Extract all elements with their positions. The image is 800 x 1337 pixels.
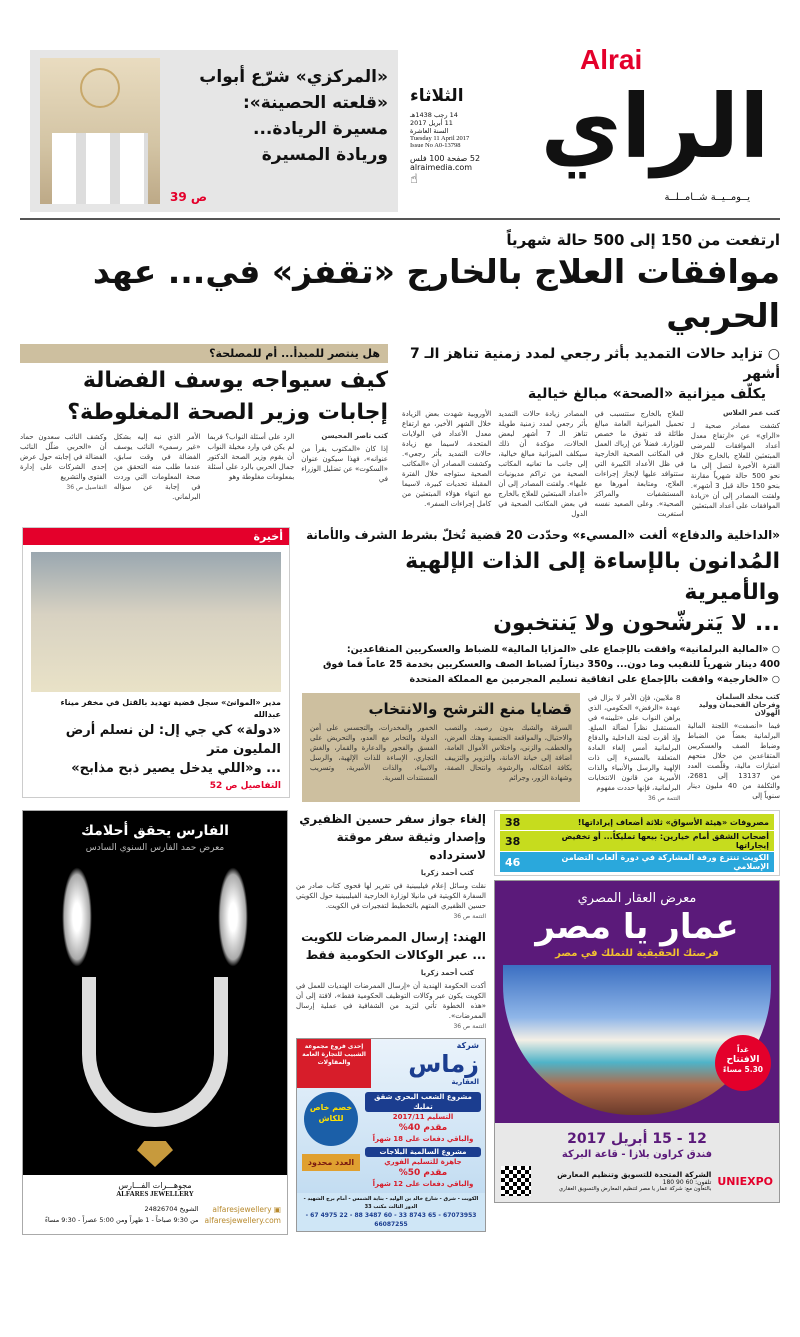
elections-bullets [302, 642, 780, 687]
byline: كتب ناصر المحيسن [321, 432, 388, 440]
instagram-link[interactable]: ▣ alfaresjewellery [212, 1205, 281, 1214]
article-column: الأمر الذي نبه إليه بشكل «غير رسمي» النائب يوسف الفضالة في وقت سابق، عندما طلب منه التحقق من صحة المعلومات التي وردت في إجابة عن سؤاله البرلماني. [113, 433, 201, 501]
elections-headline[interactable]: المُدانون بالإساءة إلى الذات الإلهية والأميرية ... لا يَترشّحون ولا يَنتخبون [405, 549, 780, 636]
last-page-kicker: مدير «الموانئ» سجل قضية تهديد بالقتل في مخفر ميناء عبدالله [60, 698, 281, 719]
byline: كتب أحمد زكريا [420, 969, 474, 977]
byline: كتب عمر العلاس [723, 409, 780, 417]
installments-1: والباقي دفعات على 18 شهراً [372, 1135, 474, 1143]
expo-partner: بالتعاون مع: شركة عمار يا مصر لتنظيم المعارض والتسويق العقاري [558, 1186, 712, 1192]
expo-ad[interactable] [494, 880, 780, 1203]
teaser-box[interactable] [30, 50, 398, 212]
gregorian-date: 11 أبريل 2017 [410, 119, 453, 127]
elections-kicker: «الداخلية والدفاع» ألغت «المسيء» وحدّدت 20 قضية تُخلّ بشرط الشرف والأمانة [306, 528, 780, 542]
brand-ar: مجوهـــرات الفـــارس [118, 1181, 192, 1190]
opinion-story [20, 344, 388, 502]
day-name: الثلاثاء [410, 86, 464, 106]
opening-badge: غداً الافتتاح 5.30 مساءً [715, 1035, 771, 1091]
jewellery-ad[interactable] [22, 810, 288, 1235]
article-column: الخمور والمخدرات، والتجسس على أمن الدولة والتخابر مع العدو، والتحريض على الفسق والفجور والدعارة والقمار، والغش التجاري، الإساءة للذات الإلهية، والرسل والانبياء، والذات الأميرية، وتسريب المستندات السرية. [310, 724, 438, 782]
index-item[interactable]: مصروفات «هيئة الأسواق» ثلاثة أضعاف إيراداتها! 38 [500, 814, 774, 830]
address: الكويت - شرق - شارع خالد بن الوليد - بناية الشمس - أمام برج الشهيد - الدور الثالث مكتب 33 [303, 1196, 479, 1210]
pointer-hand-icon: ☝ [410, 172, 418, 187]
teaser-page-ref: ص 39 [170, 190, 208, 204]
health-headline[interactable]: ○ تزايد حالات التمديد بأثر رجعي لمدد زمنية تناهز الـ 7 أشهر يكلّف ميزانية «الصحة» مبالغ خيالية [410, 346, 780, 402]
diamond-logo-icon [137, 1141, 173, 1167]
details-link[interactable]: التفاصيل ص 52 [209, 781, 281, 791]
expo-slogan: فرصتك الحقيقية للتملك في مصر [555, 948, 719, 959]
elections-story [302, 527, 780, 802]
opening-hours: من 9:30 صباحاً - 1 ظهراً ومن 5:00 عصراً - 9:30 مساءً [44, 1216, 199, 1224]
passport-headline[interactable]: إلغاء جواز سفر حسين الظفيري وإصدار وثيقة سفر موقتة لاسترداده [299, 812, 486, 862]
continued-link[interactable]: التتمة ص 36 [647, 795, 681, 802]
down-payment-1: مقدم 40% [398, 1123, 448, 1133]
passport-story [296, 810, 486, 920]
cash-discount-badge: خصم خاص للكاش [304, 1092, 358, 1146]
date-en: Tuesday 11 April 2017 [410, 135, 470, 142]
hijri-date: 14 رجب 1438هـ [410, 111, 458, 119]
uniexpo-logo: UNIEXPO [717, 1174, 773, 1188]
down-payment-2: مقدم 50% [398, 1168, 448, 1178]
expo-phone: تلفون: 60 90 180 [662, 1179, 712, 1186]
teaser-headline: «المركزي» شرّع أبواب «قلعته الحصينة»: مسيرة الريادة... وريادة المسيرة [199, 67, 388, 165]
article-column: للعلاج بالخارج ستتسبب في تحميل الميزانية العامة مبالغ طائلة قد تفوق ما خصص للوزارة. فضلاً عن إرباك العمل في المكاتب الصحية الخارجية في ظل الأعداد الكبيرة التي ستتوافد عليها لإنجاز إجراءات العلاج، ومتابعة أمورها مع المستشفيات والمراكز الصحية». وعلى الصعيد نفسه استغربت [594, 410, 684, 518]
article-body: نقلت وسائل إعلام فيليبينية في تقرير لها فحوى كتاب صادر من السفارة الكويتية في مانيلا لوزارة الخارجية الفيليبينية حول الكويتي حسين الظفيري المتهم بالتخطيط لتفجيرات في الكويت. [296, 882, 486, 910]
company-label: شركة [456, 1041, 479, 1050]
article-body: أكدت الحكومة الهندية أن «إرسال الممرضات الهنديات للعمل في الكويت يكون عبر وكالات التوظيف الحكومية فقط»، لافتة إلى أن «هذه الخطوة تأتي لتزيد من الشفافية في عملية إرسال الممرضات». [296, 982, 486, 1020]
header [20, 38, 780, 218]
date-block [410, 86, 520, 187]
bullet-item: 400 دينار شهرياً للنقيب وما دون... و350 ديناراً لضباط الصف والعسكريين بخدمة 25 عاماً فما فوق [322, 659, 780, 670]
masthead [410, 38, 780, 214]
lead-headline[interactable]: موافقات العلاج بالخارج «تقفز» في... عهد الحربي [92, 252, 780, 335]
group-label: إحدى فروع مجموعة الشبيب للتجارة العامة والمقاولات [297, 1039, 371, 1088]
project-2: مشروع السالمية البلاجات [365, 1147, 481, 1157]
front-page [20, 38, 780, 1235]
qr-code-icon [501, 1166, 531, 1196]
bullet-item: ○ «المالية البرلمانية» وافقت بالإجماع على «المزايا المالية» للضباط والعسكريين المتقاعدين: [346, 644, 780, 655]
limited-badge: العدد محدود [302, 1154, 360, 1171]
opinion-banner: هل ينتصر للمبدأ... أم للمصلحة؟ [20, 344, 388, 363]
article-column: المصادر زيادة حالات التمديد بأثر رجعي لمدد زمنية طويلة تناهز الـ 7 أشهر لبعض الحالات، مؤكدة أن ذلك سيكلف الميزانية مبالغ خيالية، إلى جانب ما تعانيه المكاتب الصحية من تراكم مديونيات عليها». ولفتت المصادر إلى أن «أعداد المبتعثين للعلاج بالخارج في بعض المكاتب الصحية في الدول [498, 410, 588, 518]
nurses-headline[interactable]: الهند: إرسال الممرضات للكويت ... عبر الوكالات الحكومية فقط [301, 930, 486, 962]
continued-link[interactable]: التتمة ص 36 [453, 913, 486, 920]
ad-subtitle: معرض حمد الفارس السنوي السادس [85, 843, 225, 853]
article-column: 8 ملايين، فإن الأمر لا يزال في عهدة «الرفض» الحكومي، الذي يراهن النواب على «تليينه» في المستقبل نظراً لضآلة المبلغ. وإذ أقرت لجنة الداخلية والدفاع البرلمانية أمس إلغاء المادة المتعلقة بالمسيء إلى ذات الإلهية والرسل والأنبياء والذات الأميرية من قانون الانتخابات البرلمانية، فإنها حددت مفهوم [588, 694, 681, 792]
bullet-item: ○ «الخارجية» وافقت بالإجماع على اتفاقية تسليم المجرمين مع المملكة المتحدة [409, 674, 780, 685]
expo-dates: 12 - 15 أبريل 2017 [567, 1131, 707, 1147]
company-name: زماس [408, 1050, 479, 1078]
project-1: مشروع الشعب البحري شقق تمليك [365, 1092, 481, 1112]
pages-price: 52 صفحة 100 فلس [410, 154, 481, 163]
nurses-story [296, 928, 486, 1030]
article-column: إذا كان «المكتوب يقرأ من عنوانه»، فهذا سيكون عنوان «السكوت» عن تضليل الوزراء في [301, 445, 388, 483]
phones: 67073953 - 65 8743 33 - 60 3487 88 - 22 4975 67 - 66087255 [305, 1212, 477, 1228]
section-label: أخيرة [23, 528, 289, 545]
article-column: وكشف النائب سعدون حماد أن «الحربي ضلّل النائب الفضالة في إجابته حول عرض إحدى الشركات على إدارة الفتوى والتشريع [20, 433, 107, 481]
expo-organizer: الشركة المتحدة للتسويق وتنظيم المعارض [557, 1170, 712, 1179]
opinion-headline[interactable]: كيف سيواجه يوسف الفضالة إجابات وزير الصحة المغلوطة؟ [67, 368, 388, 425]
expo-header: معرض العقار المصري [577, 891, 697, 906]
row-elections [20, 527, 780, 802]
brand-en: ALFARES JEWELLERY [116, 1190, 194, 1198]
article-column: السرقة والشيك بدون رصيد، والنصب والاحتيال، والمواقعة الجنسية وهتك العرض، والخطف، والزنى، واختلاس الأموال العامة، اضافة إلى خيانة الامانة، والتزوير والتزييف بكافة اشكاله، والرشوة، وانتحال الصفة، وشهادة الزور، وجرائم [444, 724, 572, 782]
delivery-date: التسليم 2017/11 [392, 1113, 454, 1121]
company-sub: العقارية [451, 1078, 479, 1086]
lead [20, 220, 780, 344]
elections-columns [588, 693, 780, 802]
last-page-headline: «دولة» كي جي إل: لن نسلم أرض المليون متر ... و«اللي يدخل يصير ذبح مذابح» [65, 723, 281, 776]
continued-link[interactable]: التفاصيل ص 36 [66, 484, 107, 491]
index-item[interactable]: أصحاب الشقق أمام خيارين: بيعها تمليكاً... أو تخفيض إيجاراتها 38 [500, 831, 774, 851]
row-top-stories [20, 344, 780, 519]
last-page-box[interactable] [22, 527, 290, 798]
lead-kicker: ارتفعت من 150 إلى 500 حالة شهرياً [506, 231, 780, 249]
ad-title: الفارس يحقق أحلامك [81, 823, 229, 839]
teaser-photo [40, 58, 160, 204]
necklace-image [62, 867, 248, 1127]
last-page-photo [31, 552, 281, 692]
zmas-ad[interactable] [296, 1038, 486, 1232]
crimes-title: قضايا منع الترشح والانتخاب [368, 700, 572, 718]
logo-latin: Alrai [580, 44, 643, 75]
article-column: الرد على أسئلة النواب؟ فربما لم يكن في وارد مخيلة النواب أن يقوم وزير الصحة الدكتور جمال الحربي بالرد على أسئلة بمعلومات مغلوطة وهو [207, 433, 295, 481]
article-column: كشفت مصادر صحية لـ «الراي» عن «ارتفاع معدل أعداد الموافقات للمرضى المبتعثين للعلاج بالخارج خلال الفترة الأخيرة لتصل إلى ما نحو 500 حالة شهرياً مقارنة بنحو 150 حالة قبل 3 أشهر». ولفتت المصادر إلى أن «زيادة الموافقات على أعداد المبتعثين [690, 422, 781, 510]
installments-2: والباقي دفعات على 12 شهراً [372, 1180, 474, 1188]
issue-number: Issue No A0-13798 [410, 142, 461, 149]
article-column: الأوروبية شهدت بعض الزيادة خلال الشهر الأخير، مع ارتفاع معدل الأعداد في الولايات المتحدة، لاسيما مع زيادة حالات التمديد بأثر رجعي». وكشفت المصادر أن «المكاتب الصحية ستواجه خلال الفترة المقبلة تحديات كبيرة، لاسيما مع انتهاء هؤلاء المبتعثين من كامل إجراءات السفر». [402, 410, 492, 508]
year-label: السنة العاشرة [410, 127, 449, 135]
index-item[interactable]: الكويت تنتزع ورقة المشاركة في دورة ألعاب التضامن الإسلامي 46 [500, 852, 774, 872]
website-link[interactable]: alraimedia.com [410, 163, 473, 172]
article-column: فيما «أنصفت» اللجنة المالية البرلمانية بعضاً من الضباط وضباط الصف والعسكريين المتقاعدين من خلال منحهم امتيازات مالية، وقلّصت العدد من 13137 إلى 2681، والتكلفة من 40 مليون دينار سنوياً إلى [687, 722, 781, 800]
crimes-box [302, 693, 580, 802]
website-link[interactable]: alfaresjewellery.com [204, 1216, 281, 1225]
ready-label: جاهزة للتسليم الفوري [384, 1158, 462, 1166]
byline: كتب مخلد السلمان وفرحان الفحيمان ووليد الهولان [698, 693, 780, 717]
row-bottom [20, 810, 780, 1235]
tagline: يــومــيــة شــامــلــة [664, 192, 750, 203]
byline: كتب أحمد زكريا [420, 869, 474, 877]
index-box [494, 810, 780, 876]
expo-photo [503, 965, 771, 1115]
logo-arabic: الراي [540, 75, 770, 178]
continued-link[interactable]: التتمة ص 36 [453, 1023, 486, 1030]
health-story [402, 344, 780, 519]
expo-title: عمار يا مصر [535, 907, 739, 947]
branch-phone: الشويخ 24826704 [144, 1205, 199, 1213]
expo-venue: فندق كراون بلازا - قاعة البركة [561, 1149, 713, 1160]
